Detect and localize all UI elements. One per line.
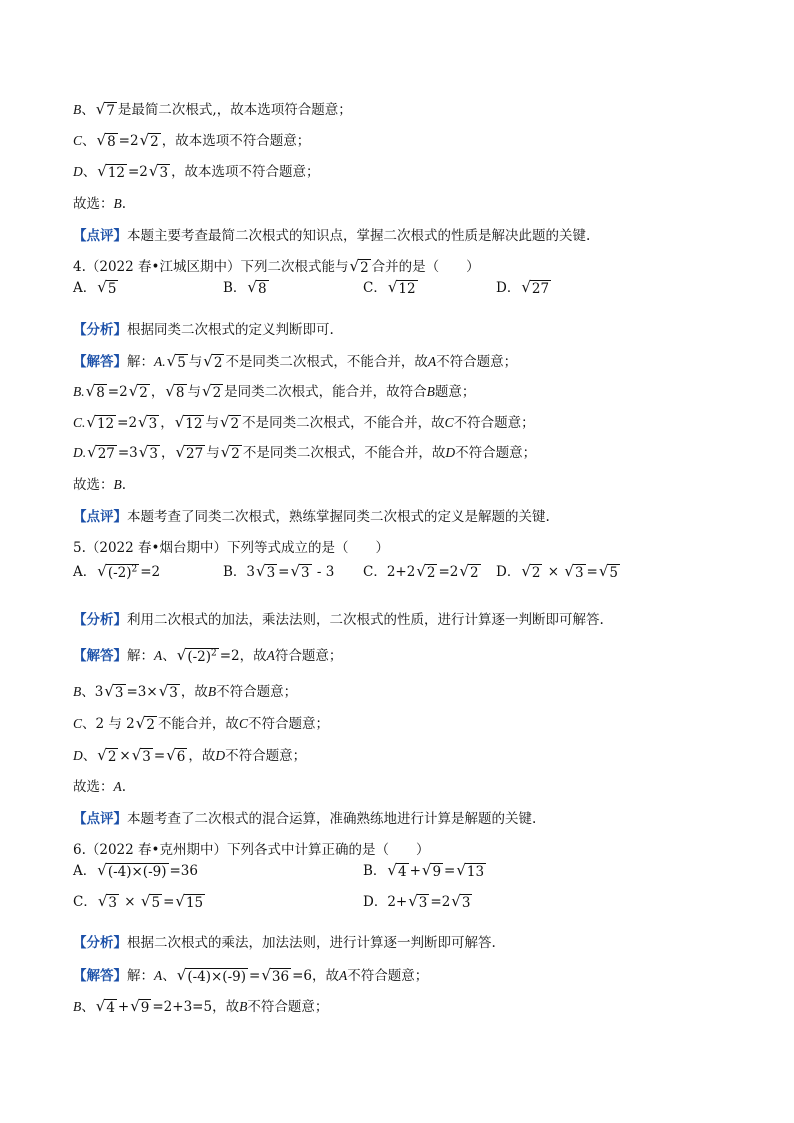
question-5-stem: 5.（2022 春•烟台期中）下列等式成立的是（ ）: [73, 540, 389, 556]
solution-line: B. √ 8 =2 √ 2 ， √ 8 与 √ 2 是同类二次根式，能合并，故符合 B 题意；: [73, 382, 476, 401]
solution-line: B 、 √ 4 + √ 9 =2+3=5，故 B 不符合题意；: [73, 997, 329, 1016]
solution-line: B 、3 √ 3 =3× √ 3 ，故 B 不符合题意；: [73, 682, 298, 701]
option-a: A． √ $(-2)^2$ =2: [73, 562, 161, 581]
solution-line: 【解答】 解： A 、 √ $(-2)^2$ =2，故 A 符合题意；: [73, 646, 343, 665]
solution-line-b: B 、 √ 7 是最简二次根式,，故本选项符合题意；: [73, 100, 352, 119]
sqrt-expression: √ 12: [97, 162, 125, 181]
option-a: A． √ 5: [73, 278, 117, 297]
comment-line: 【点评】 本题主要考查最简二次根式的知识点，掌握二次根式的性质是解决此题的关键.: [73, 228, 591, 244]
solution-line: D 、 √ 2 × √ 3 = √ 6 ，故 D 不符合题意；: [73, 746, 307, 765]
solution-tag: 【解答】: [73, 648, 127, 664]
option-d: D． √ 27: [496, 278, 550, 297]
analysis-tag: 【分析】: [73, 322, 127, 338]
solution-line: C. √ 12 =2 √ 3 ， √ 12 与 √ 2 不是同类二次根式，不能合并，故 C 不符合题意；: [73, 413, 535, 432]
solution-line: D. √ 27 =3 √ 3 ， √ 27 与 √ 2 不是同类二次根式，不能合并，故 D 不符合题意；: [73, 443, 537, 462]
sqrt-expression: √ 8: [96, 131, 116, 150]
question-4-stem: 4.（2022 春•江城区期中）下列二次根式能与 √ 2 合并的是（ ）: [73, 257, 480, 276]
sqrt-expression: √ 7: [95, 100, 115, 119]
analysis-line: 【分析】 根据同类二次根式的定义判断即可.: [73, 322, 334, 338]
option-b: B． √ 8: [223, 278, 267, 297]
answer-line: 故选： A .: [73, 779, 127, 795]
option-a: A． √ (-4)×(-9) =36: [73, 861, 198, 880]
comment-line: 【点评】 本题考查了同类二次根式，熟练掌握同类二次根式的定义是解题的关键.: [73, 509, 550, 525]
option-c: C． √ 12: [363, 278, 416, 297]
sqrt-expression: √ 3: [148, 162, 169, 181]
question-6-stem: 6.（2022 春•克州期中）下列各式中计算正确的是（ ）: [73, 842, 430, 858]
comment-line: 【点评】 本题考查了二次根式的混合运算，准确熟练地进行计算是解题的关键.: [73, 811, 537, 827]
analysis-tag: 【分析】: [73, 935, 127, 951]
answer-line: 故选： B .: [73, 196, 127, 212]
solution-line: 【解答】 解： A 、 √ (-4)×(-9) = √ 36 =6，故 A 不符合题意；: [73, 966, 429, 985]
comment-tag: 【点评】: [73, 811, 127, 827]
option-b: B．3 √ 3 = √ 3 - 3: [223, 562, 335, 581]
solution-line: 【解答】 解： A. √ 5 与 √ 2 不是同类二次根式，不能合并，故 A 不符合题意；: [73, 352, 518, 371]
option-b: B． √ 4 + √ 9 = √ 13: [363, 861, 485, 880]
solution-tag: 【解答】: [73, 968, 127, 984]
sqrt-expression: √ 2: [349, 257, 369, 276]
option-d: D．2+ √ 3 =2 √ 3: [363, 892, 471, 911]
solution-tag: 【解答】: [73, 354, 127, 370]
sqrt-expression: √ 2: [139, 131, 159, 150]
analysis-line: 【分析】 根据二次根式的乘法，加法法则，进行计算逐一判断即可解答.: [73, 935, 496, 951]
solution-line: C 、2 与 2 √ 2 不能合并，故 C 不符合题意；: [73, 714, 329, 733]
comment-tag: 【点评】: [73, 228, 127, 244]
option-d: D． √ 2 × √ 3 = √ 5: [496, 562, 619, 581]
solution-line-c: C 、 √ 8 =2 √ 2 ，故本选项不符合题意；: [73, 131, 311, 150]
option-c: C． √ 3 × √ 5 = √ 15: [73, 892, 204, 911]
answer-line: 故选： B .: [73, 477, 127, 493]
analysis-line: 【分析】 利用二次根式的加法，乘法法则，二次根式的性质，进行计算逐一判断即可解答.: [73, 612, 604, 628]
option-c: C．2+2 √ 2 =2 √ 2: [363, 562, 479, 581]
solution-line-d: D 、 √ 12 =2 √ 3 ，故本选项不符合题意；: [73, 162, 320, 181]
analysis-tag: 【分析】: [73, 612, 127, 628]
comment-tag: 【点评】: [73, 509, 127, 525]
